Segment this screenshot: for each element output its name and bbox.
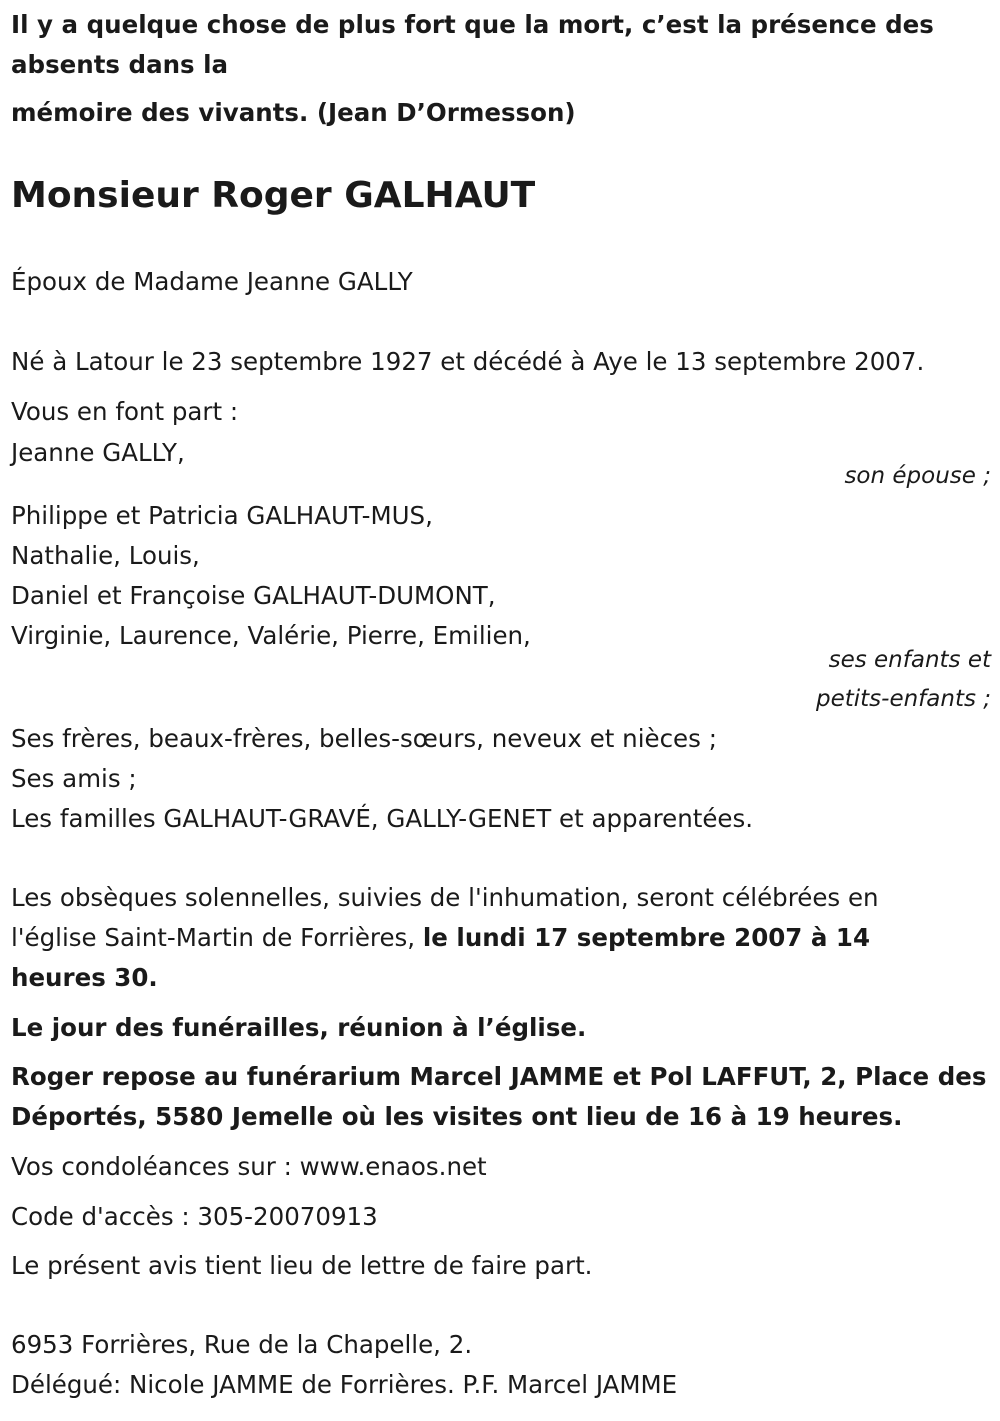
epigraph-quote [11,5,934,133]
children-list [11,496,531,656]
funeral-line-1: Les obsèques solennelles, suivies de l'inhumation, seront célébrées en [11,883,879,912]
announcers-intro: Vous en font part : [11,397,239,426]
list-item: Les familles GALHAUT-GRAVÉ, GALLY-GENET et apparentées. [11,804,754,833]
list-item: Ses amis ; [11,764,137,793]
funeral-line-2 [11,918,879,958]
list-item: Ses frères, beaux-frères, belles-sœurs, neveux et nièces ; [11,724,717,753]
children-role-2: petits-enfants ; [815,686,991,712]
repose-info [11,1057,986,1137]
funeral-church: l'église Saint-Martin de Forrières, [11,923,423,952]
children-role-1: ses enfants et [828,647,991,673]
repose-line-1: Roger repose au funérarium Marcel JAMME et Pol LAFFUT, 2, Place des [11,1062,987,1091]
list-item: Philippe et Patricia GALHAUT-MUS, [11,501,433,530]
funeral-time: heures 30. [11,963,158,992]
deceased-name: Monsieur Roger GALHAUT [11,175,536,216]
list-item: Daniel et Françoise GALHAUT-DUMONT, [11,581,496,610]
notice-line: Le présent avis tient lieu de lettre de faire part. [11,1251,593,1280]
list-item: Virginie, Laurence, Valérie, Pierre, Emilien, [11,621,531,650]
condolences-line: Vos condoléances sur : www.enaos.net [11,1152,487,1181]
repose-line-2: Déportés, 5580 Jemelle où les visites ont lieu de 16 à 19 heures. [11,1102,903,1131]
birth-death-line: Né à Latour le 23 septembre 1927 et décédé à Aye le 13 septembre 2007. [11,347,925,376]
access-code-line: Code d'accès : 305-20070913 [11,1202,378,1231]
funeral-details [11,878,879,998]
quote-line-3: mémoire des vivants. (Jean D’Ormesson) [11,98,576,127]
spouse-line: Époux de Madame Jeanne GALLY [11,267,413,296]
quote-line-1: Il y a quelque chose de plus fort que la mort, c’est la présence des [11,10,934,39]
other-relatives-list [11,719,753,839]
delegate-line: Délégué: Nicole JAMME de Forrières. P.F. Marcel JAMME [11,1370,678,1399]
quote-line-2: absents dans la [11,50,229,79]
funeral-date: le lundi 17 septembre 2007 à 14 [422,923,871,952]
spouse-name: Jeanne GALLY, [11,438,185,467]
spouse-role: son épouse ; [844,463,991,489]
address-line: 6953 Forrières, Rue de la Chapelle, 2. [11,1330,473,1359]
gathering-note: Le jour des funérailles, réunion à l’église. [11,1013,587,1042]
list-item: Nathalie, Louis, [11,541,200,570]
